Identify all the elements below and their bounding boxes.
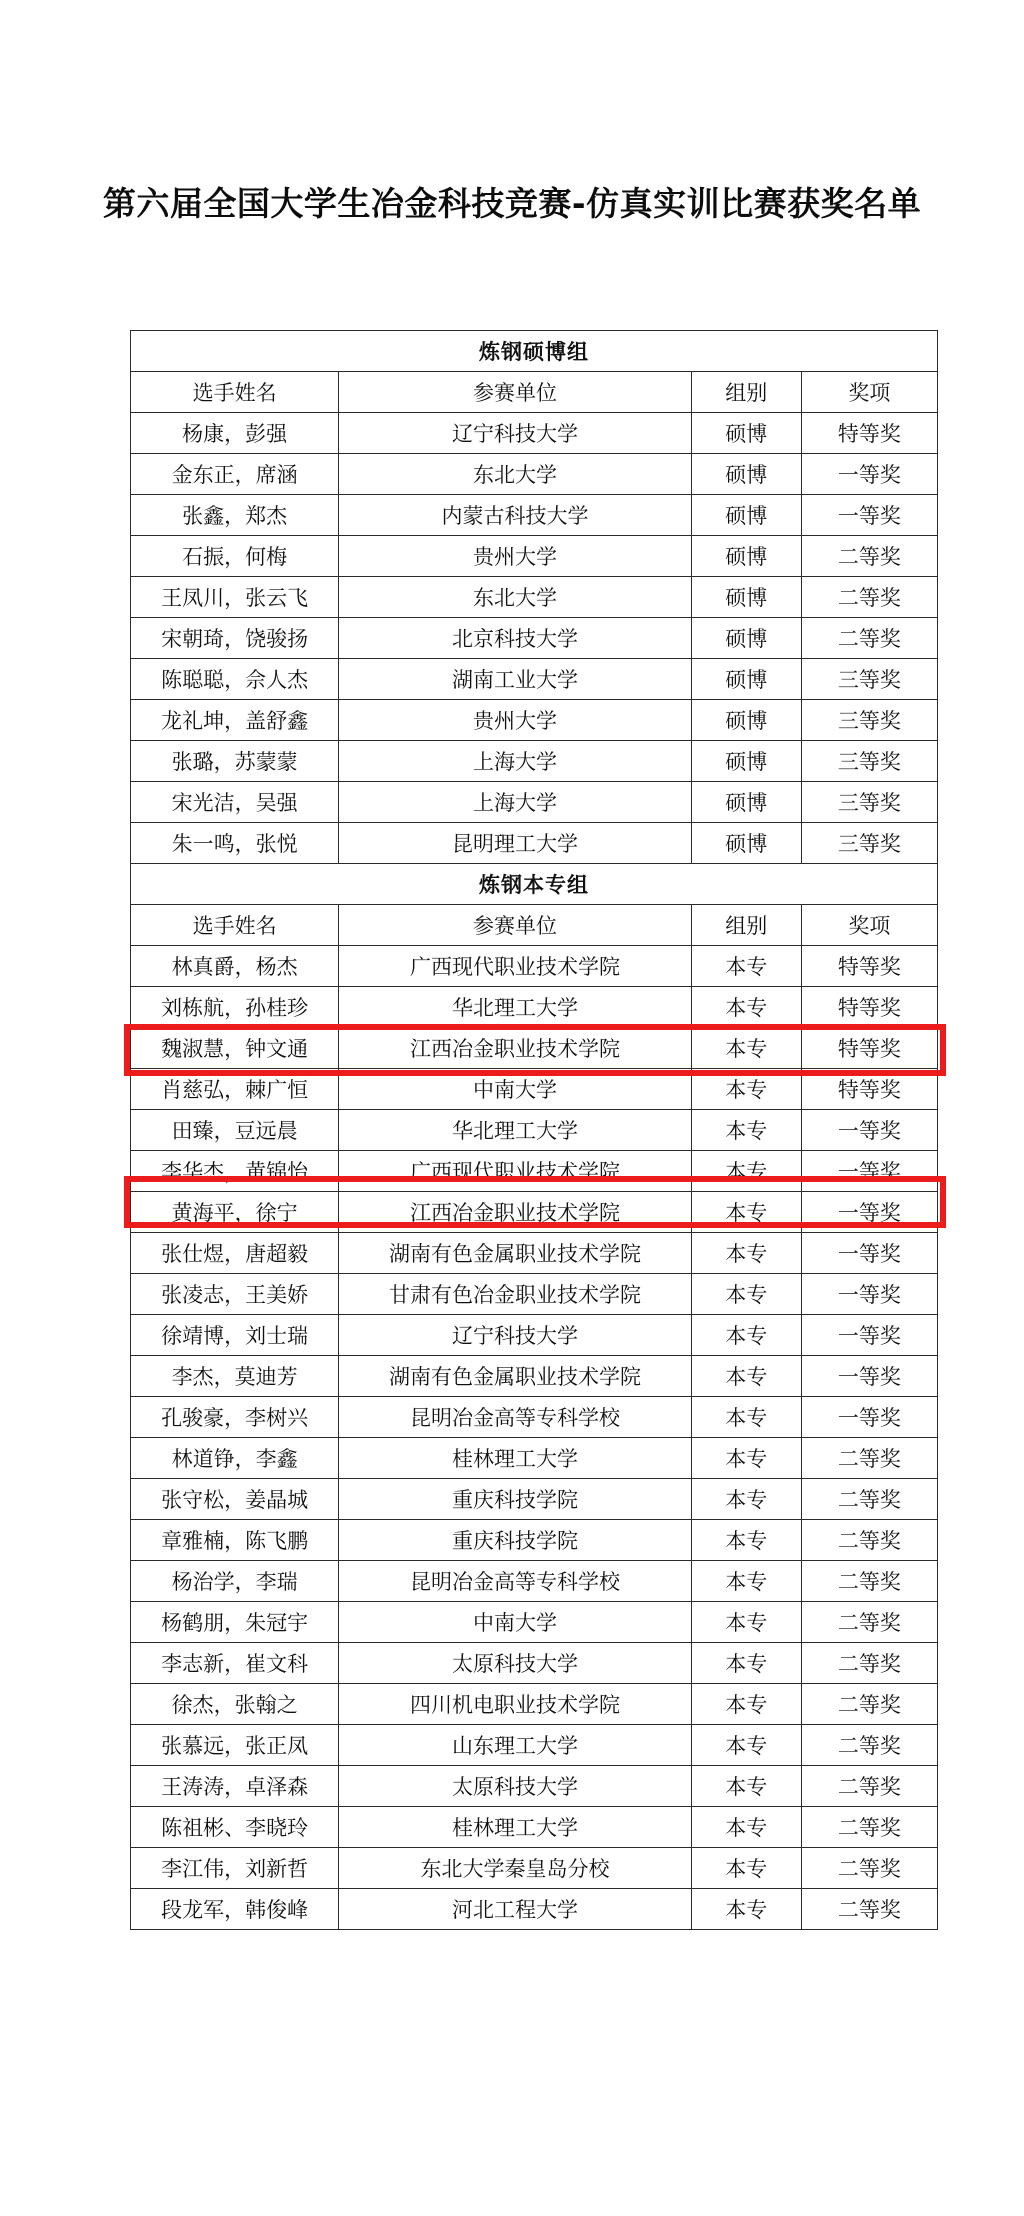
cell-name: 刘栋航，孙桂珍 [131, 987, 339, 1028]
page-title: 第六届全国大学生冶金科技竞赛-仿真实训比赛获奖名单 [102, 184, 922, 223]
cell-group: 本专 [691, 1028, 801, 1069]
cell-name: 杨鹤朋，朱冠宇 [131, 1602, 339, 1643]
cell-award: 二等奖 [801, 1848, 937, 1889]
cell-award: 特等奖 [801, 1069, 937, 1110]
column-header-row [131, 372, 938, 413]
cell-name: 王凤川，张云飞 [131, 577, 339, 618]
table-row [131, 1725, 938, 1766]
cell-award: 三等奖 [801, 782, 937, 823]
cell-unit: 上海大学 [339, 741, 691, 782]
table-row [131, 1848, 938, 1889]
cell-group: 硕博 [691, 495, 801, 536]
cell-unit: 太原科技大学 [339, 1766, 691, 1807]
cell-group: 本专 [691, 1438, 801, 1479]
cell-name: 李志新，崔文科 [131, 1643, 339, 1684]
cell-award: 一等奖 [801, 454, 937, 495]
cell-name: 宋朝琦，饶骏扬 [131, 618, 339, 659]
table-row [131, 987, 938, 1028]
cell-award: 二等奖 [801, 1684, 937, 1725]
cell-unit: 河北工程大学 [339, 1889, 691, 1930]
cell-group: 本专 [691, 1397, 801, 1438]
column-header-cell: 选手姓名 [131, 372, 339, 413]
cell-unit: 湖南工业大学 [339, 659, 691, 700]
table-row [131, 1397, 938, 1438]
cell-group: 硕博 [691, 823, 801, 864]
cell-name: 张守松，姜晶城 [131, 1479, 339, 1520]
cell-unit: 中南大学 [339, 1069, 691, 1110]
cell-name: 魏淑慧，钟文通 [131, 1028, 339, 1069]
cell-unit: 辽宁科技大学 [339, 413, 691, 454]
table-row [131, 1315, 938, 1356]
table-row [131, 1479, 938, 1520]
cell-name: 张仕煜，唐超毅 [131, 1233, 339, 1274]
cell-group: 本专 [691, 1520, 801, 1561]
cell-name: 徐靖博，刘士瑞 [131, 1315, 339, 1356]
cell-name: 朱一鸣，张悦 [131, 823, 339, 864]
table-row [131, 782, 938, 823]
cell-award: 二等奖 [801, 1807, 937, 1848]
table-row [131, 823, 938, 864]
cell-unit: 贵州大学 [339, 536, 691, 577]
section-heading-row [131, 864, 938, 905]
cell-group: 本专 [691, 1561, 801, 1602]
table-row [131, 1069, 938, 1110]
cell-group: 本专 [691, 1684, 801, 1725]
cell-group: 本专 [691, 1643, 801, 1684]
cell-group: 硕博 [691, 577, 801, 618]
cell-unit: 中南大学 [339, 1602, 691, 1643]
table-row [131, 495, 938, 536]
cell-award: 特等奖 [801, 987, 937, 1028]
table-row [131, 1438, 938, 1479]
cell-award: 二等奖 [801, 1561, 937, 1602]
table-row [131, 536, 938, 577]
cell-name: 陈聪聪，佘人杰 [131, 659, 339, 700]
cell-unit: 昆明冶金高等专科学校 [339, 1397, 691, 1438]
cell-group: 本专 [691, 1233, 801, 1274]
table-row [131, 618, 938, 659]
cell-unit: 华北理工大学 [339, 987, 691, 1028]
cell-award: 二等奖 [801, 1602, 937, 1643]
table-row [131, 1766, 938, 1807]
column-header-cell: 参赛单位 [339, 905, 691, 946]
cell-group: 硕博 [691, 782, 801, 823]
cell-unit: 四川机电职业技术学院 [339, 1684, 691, 1725]
column-header-cell: 组别 [691, 905, 801, 946]
cell-group: 本专 [691, 946, 801, 987]
cell-group: 本专 [691, 1725, 801, 1766]
cell-unit: 昆明理工大学 [339, 823, 691, 864]
cell-name: 杨康，彭强 [131, 413, 339, 454]
table-row [131, 1643, 938, 1684]
cell-group: 本专 [691, 1151, 801, 1192]
cell-award: 二等奖 [801, 1479, 937, 1520]
cell-name: 肖慈弘，棘广恒 [131, 1069, 339, 1110]
award-table-container [130, 330, 938, 1930]
column-header-cell: 奖项 [801, 372, 937, 413]
cell-unit: 广西现代职业技术学院 [339, 946, 691, 987]
cell-award: 一等奖 [801, 1274, 937, 1315]
table-row [131, 741, 938, 782]
cell-group: 硕博 [691, 536, 801, 577]
cell-award: 特等奖 [801, 1028, 937, 1069]
cell-award: 一等奖 [801, 1151, 937, 1192]
cell-name: 杨治学，李瑞 [131, 1561, 339, 1602]
cell-name: 李华杰，黄锦怡 [131, 1151, 339, 1192]
cell-award: 二等奖 [801, 1438, 937, 1479]
award-table [130, 330, 938, 1930]
cell-award: 二等奖 [801, 1889, 937, 1930]
cell-group: 本专 [691, 1479, 801, 1520]
cell-unit: 东北大学秦皇岛分校 [339, 1848, 691, 1889]
cell-award: 一等奖 [801, 1315, 937, 1356]
table-row [131, 577, 938, 618]
cell-group: 本专 [691, 1602, 801, 1643]
table-row [131, 700, 938, 741]
cell-group: 本专 [691, 1069, 801, 1110]
cell-award: 二等奖 [801, 1643, 937, 1684]
cell-group: 本专 [691, 1315, 801, 1356]
cell-name: 徐杰，张翰之 [131, 1684, 339, 1725]
cell-award: 二等奖 [801, 618, 937, 659]
cell-award: 一等奖 [801, 1356, 937, 1397]
cell-award: 一等奖 [801, 1192, 937, 1233]
cell-award: 一等奖 [801, 1397, 937, 1438]
table-row [131, 1356, 938, 1397]
cell-award: 一等奖 [801, 1110, 937, 1151]
cell-group: 本专 [691, 987, 801, 1028]
table-row [131, 1807, 938, 1848]
cell-group: 硕博 [691, 454, 801, 495]
cell-name: 李杰，莫迪芳 [131, 1356, 339, 1397]
cell-group: 硕博 [691, 413, 801, 454]
cell-award: 二等奖 [801, 1520, 937, 1561]
cell-group: 本专 [691, 1766, 801, 1807]
cell-name: 王涛涛，卓泽森 [131, 1766, 339, 1807]
cell-name: 龙礼坤，盖舒鑫 [131, 700, 339, 741]
column-header-cell: 选手姓名 [131, 905, 339, 946]
table-row [131, 1028, 938, 1069]
cell-award: 特等奖 [801, 413, 937, 454]
cell-group: 本专 [691, 1110, 801, 1151]
cell-unit: 华北理工大学 [339, 1110, 691, 1151]
cell-name: 林道铮，李鑫 [131, 1438, 339, 1479]
cell-group: 本专 [691, 1807, 801, 1848]
cell-group: 硕博 [691, 700, 801, 741]
cell-award: 二等奖 [801, 536, 937, 577]
cell-award: 三等奖 [801, 741, 937, 782]
table-row [131, 1274, 938, 1315]
cell-unit: 桂林理工大学 [339, 1438, 691, 1479]
table-row [131, 1233, 938, 1274]
cell-name: 金东正，席涵 [131, 454, 339, 495]
cell-name: 张慕远，张正凤 [131, 1725, 339, 1766]
table-row [131, 454, 938, 495]
cell-group: 硕博 [691, 618, 801, 659]
cell-group: 本专 [691, 1356, 801, 1397]
table-row [131, 1602, 938, 1643]
cell-unit: 辽宁科技大学 [339, 1315, 691, 1356]
cell-award: 三等奖 [801, 700, 937, 741]
section-heading-row [131, 331, 938, 372]
cell-unit: 北京科技大学 [339, 618, 691, 659]
column-header-row [131, 905, 938, 946]
table-row [131, 1520, 938, 1561]
cell-award: 一等奖 [801, 1233, 937, 1274]
cell-award: 特等奖 [801, 946, 937, 987]
table-row [131, 1110, 938, 1151]
table-row [131, 1561, 938, 1602]
cell-unit: 太原科技大学 [339, 1643, 691, 1684]
cell-award: 三等奖 [801, 823, 937, 864]
column-header-cell: 奖项 [801, 905, 937, 946]
table-row [131, 1889, 938, 1930]
table-row [131, 1192, 938, 1233]
table-row [131, 1684, 938, 1725]
cell-name: 黄海平，徐宁 [131, 1192, 339, 1233]
column-header-cell: 参赛单位 [339, 372, 691, 413]
cell-group: 本专 [691, 1889, 801, 1930]
cell-name: 张璐，苏蒙蒙 [131, 741, 339, 782]
cell-name: 石振，何梅 [131, 536, 339, 577]
cell-group: 本专 [691, 1848, 801, 1889]
cell-group: 硕博 [691, 741, 801, 782]
cell-name: 章雅楠，陈飞鹏 [131, 1520, 339, 1561]
cell-unit: 桂林理工大学 [339, 1807, 691, 1848]
cell-unit: 湖南有色金属职业技术学院 [339, 1233, 691, 1274]
cell-name: 李江伟，刘新哲 [131, 1848, 339, 1889]
table-row [131, 946, 938, 987]
cell-name: 张凌志，王美娇 [131, 1274, 339, 1315]
section-heading: 炼钢本专组 [131, 864, 938, 905]
cell-award: 二等奖 [801, 577, 937, 618]
cell-award: 一等奖 [801, 495, 937, 536]
section-heading: 炼钢硕博组 [131, 331, 938, 372]
cell-award: 二等奖 [801, 1766, 937, 1807]
cell-unit: 广西现代职业技术学院 [339, 1151, 691, 1192]
cell-unit: 江西冶金职业技术学院 [339, 1192, 691, 1233]
table-row [131, 413, 938, 454]
cell-name: 林真爵，杨杰 [131, 946, 339, 987]
column-header-cell: 组别 [691, 372, 801, 413]
cell-unit: 湖南有色金属职业技术学院 [339, 1356, 691, 1397]
cell-name: 孔骏豪，李树兴 [131, 1397, 339, 1438]
cell-name: 宋光洁，吴强 [131, 782, 339, 823]
cell-unit: 东北大学 [339, 454, 691, 495]
cell-name: 张鑫，郑杰 [131, 495, 339, 536]
cell-award: 三等奖 [801, 659, 937, 700]
cell-unit: 重庆科技学院 [339, 1479, 691, 1520]
cell-unit: 东北大学 [339, 577, 691, 618]
cell-group: 硕博 [691, 659, 801, 700]
table-row [131, 659, 938, 700]
cell-group: 本专 [691, 1192, 801, 1233]
cell-unit: 山东理工大学 [339, 1725, 691, 1766]
cell-name: 田臻，豆远晨 [131, 1110, 339, 1151]
cell-unit: 重庆科技学院 [339, 1520, 691, 1561]
cell-unit: 贵州大学 [339, 700, 691, 741]
cell-unit: 内蒙古科技大学 [339, 495, 691, 536]
cell-unit: 江西冶金职业技术学院 [339, 1028, 691, 1069]
table-row [131, 1151, 938, 1192]
cell-name: 段龙军，韩俊峰 [131, 1889, 339, 1930]
cell-award: 二等奖 [801, 1725, 937, 1766]
status-bar-area [0, 0, 1024, 14]
cell-unit: 上海大学 [339, 782, 691, 823]
cell-unit: 昆明冶金高等专科学校 [339, 1561, 691, 1602]
cell-unit: 甘肃有色冶金职业技术学院 [339, 1274, 691, 1315]
cell-group: 本专 [691, 1274, 801, 1315]
cell-name: 陈祖彬、李晓玲 [131, 1807, 339, 1848]
